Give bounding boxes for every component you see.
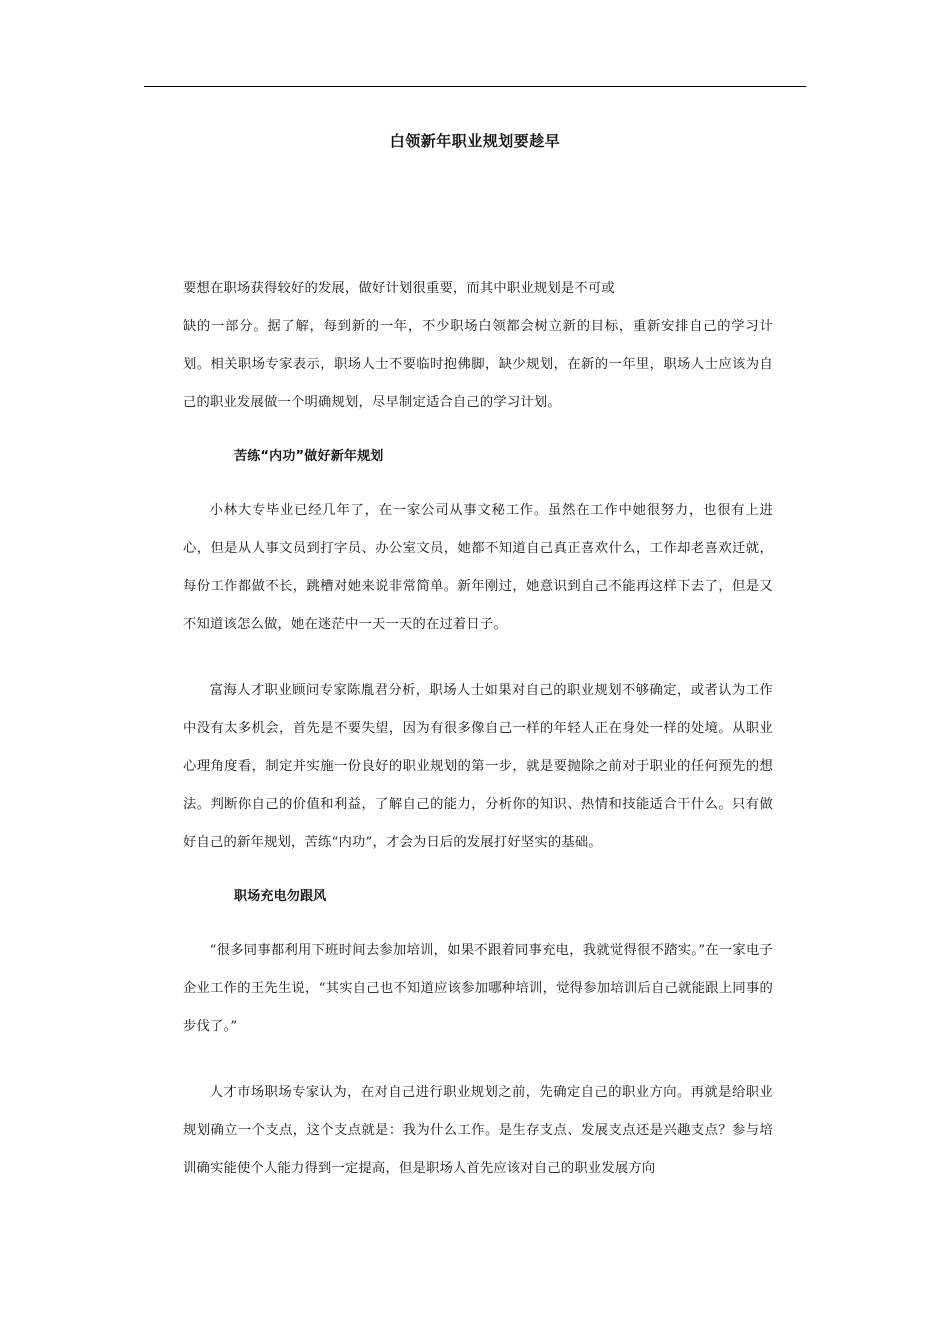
top-rule [144,86,806,87]
section2-paragraph-1: “很多同事都利用下班时间去参加培训，如果不跟着同事充电，我就觉得很不踏实。”在一家电子企业工作的王先生说，“其实自己也不知道应该参加哪种培训，觉得参加培训后自己就能跟上同事的步伐了。” [183,943,773,1034]
section2-paragraph-2: 人才市场职场专家认为，在对自己进行职业规划之前，先确定自己的职业方向。再就是给职业规划确立一个支点，这个支点就是：我为什么工作。是生存支点、发展支点还是兴趣支点？参与培训确实能使个人能力得到一定提高，但是职场人首先应该对自己的职业发展方向 [183,1085,773,1176]
intro-first-line: 要想在职场获得较好的发展，做好计划很重要，而其中职业规划是不可或 [183,281,615,296]
section1-paragraph-1: 小林大专毕业已经几年了，在一家公司从事文秘工作。虽然在工作中她很努力，也很有上进心，但是从人事文员到打字员、办公室文员，她都不知道自己真正喜欢什么，工作却老喜欢迁就，每份工作都做不长，跳槽对她来说非常简单。新年刚过，她意识到自己不能再这样下去了，但是又不知道该怎么做，她在迷茫中一天一天的在过着日子。 [183,503,773,632]
intro-paragraph [183,270,773,422]
intro-rest: 缺的一部分。据了解，每到新的一年，不少职场白领都会树立新的目标，重新安排自己的学习计划。相关职场专家表示，职场人士不要临时抱佛脚，缺少规划，在新的一年里，职场人士应该为自己的职业发展做一个明确规划，尽早制定适合自己的学习计划。 [183,319,773,410]
section1-paragraph-2: 富海人才职业顾问专家陈胤君分析，职场人士如果对自己的职业规划不够确定，或者认为工作中没有太多机会，首先是不要失望，因为有很多像自己一样的年轻人正在身处一样的处境。从职业心理角度看，制定并实施一份良好的职业规划的第一步，就是要抛除之前对于职业的任何预先的想法。判断你自己的价值和利益，了解自己的能力，分析你的知识、热情和技能适合干什么。只有做好自己的新年规划，苦练“内功”，才会为日后的发展打好坚实的基础。 [183,683,773,850]
section2-heading: 职场充电勿跟风 [234,889,327,904]
document-body [183,270,773,1188]
section1-heading: 苦练“内功”做好新年规划 [234,449,384,464]
document-title: 白领新年职业规划要趁早 [389,132,561,150]
